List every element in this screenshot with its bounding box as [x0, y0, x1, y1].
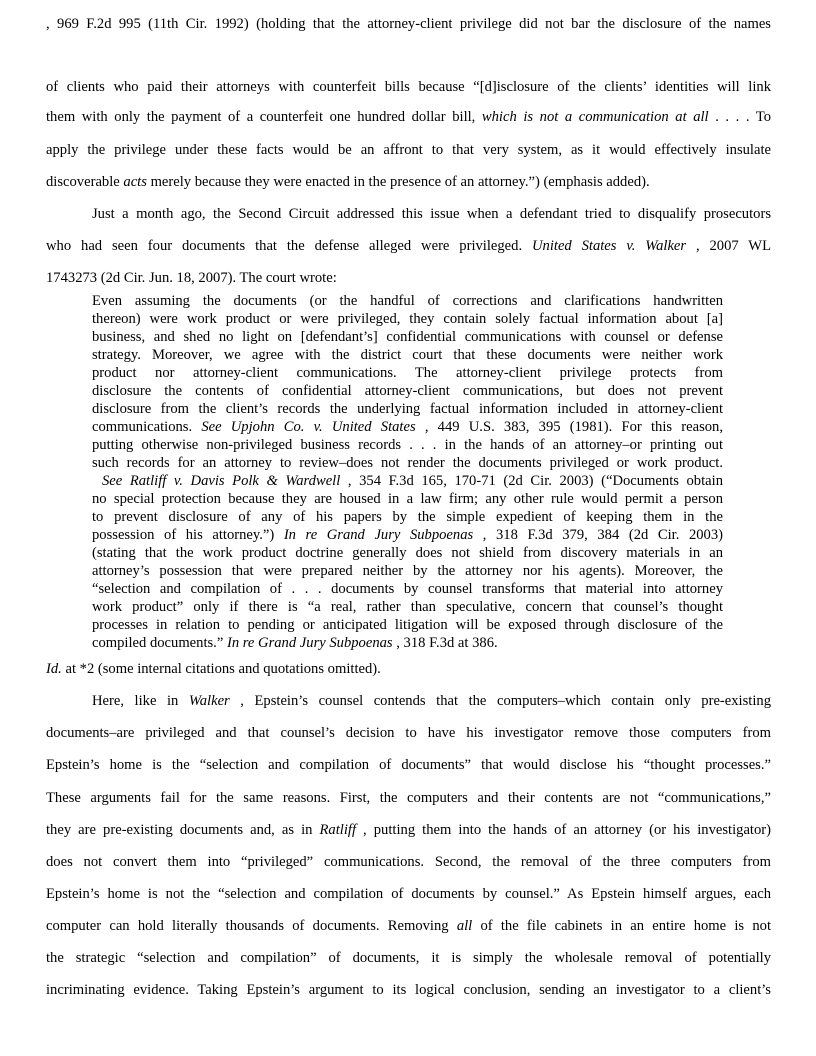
text-run: (stating that the work product doctrine generally does not shield from discovery materials in an: [92, 545, 723, 561]
quote-line: [92, 418, 723, 436]
paragraph-3-line-1: [46, 691, 771, 711]
case-citation: See Ratliff v. Davis Polk & Wardwell: [102, 473, 341, 489]
paragraph-3-line-4: [46, 788, 771, 808]
quote-line: [92, 454, 723, 472]
case-citation: United States v. Walker: [532, 238, 687, 254]
quote-line: [92, 634, 723, 652]
text-run: of the file cabinets in an entire home is not: [472, 918, 771, 934]
text-run: strategy. Moreover, we agree with the district court that these documents were neither work: [92, 347, 723, 363]
text-run: they are pre-existing documents and, as in: [46, 822, 320, 838]
text-run: of clients who paid their attorneys with counterfeit bills because “[d]isclosure of the clients’ identities will link: [46, 79, 771, 95]
paragraph-1-line-4: [46, 140, 771, 160]
text-run: to prevent disclosure of any of his papers by the simple expedient of keeping them in the: [92, 509, 723, 525]
text-run: These arguments fail for the same reasons. First, the computers and their contents are not “communications,”: [46, 790, 771, 806]
quote-line: [92, 292, 723, 310]
text-run: product nor attorney-client communications. The attorney-client privilege protects from: [92, 365, 723, 381]
paragraph-3-line-8: [46, 916, 771, 936]
text-run: , 2007 WL: [686, 238, 771, 254]
text-run: discoverable: [46, 174, 124, 190]
text-run: . . . . To: [708, 109, 772, 125]
quote-line: [92, 364, 723, 382]
text-run: , 969 F.2d 995 (11th Cir. 1992) (holding that the attorney-client privilege did not bar the disclosure of the names: [46, 16, 771, 32]
text-run: communications.: [92, 419, 202, 435]
quote-line: [92, 562, 723, 580]
text-run: Just a month ago, the Second Circuit addressed this issue when a defendant tried to disqualify prosecutors: [92, 206, 771, 222]
text-run: Epstein’s home is the “selection and compilation of documents” that would disclose his “thought processes.”: [46, 757, 771, 773]
text-run: business, and shed no light on [defendant’s] confidential communications with counsel or defense: [92, 329, 723, 345]
text-run: Even assuming the documents (or the handful of corrections and clarifications handwritten: [92, 293, 723, 309]
quote-line: [92, 490, 723, 508]
emphasis-text: acts: [123, 174, 147, 190]
text-run: Epstein’s home is not the “selection and compilation of documents by counsel.” As Epstein himself argues, each: [46, 886, 771, 902]
paragraph-3-line-2: [46, 723, 771, 743]
text-run: possession of his attorney.”): [92, 527, 284, 543]
paragraph-3-line-9: [46, 948, 771, 968]
text-run: documents–are privileged and that counsel’s decision to have his investigator remove those computers from: [46, 725, 771, 741]
quote-line: [92, 526, 723, 544]
text-run: , Epstein’s counsel contends that the computers–which contain only pre-existing: [229, 693, 771, 709]
text-run: computer can hold literally thousands of documents. Removing: [46, 918, 457, 934]
text-run: disclosure the contents of confidential attorney-client communications, but does not prevent: [92, 383, 723, 399]
quote-line: [92, 310, 723, 328]
text-run: merely because they were enacted in the presence of an attorney.”) (emphasis added).: [146, 174, 650, 190]
text-run: does not convert them into “privileged” communications. Second, the removal of the three computers from: [46, 854, 771, 870]
paragraph-3-line-10: [46, 980, 771, 1000]
text-run: , 354 F.3d 165, 170-71 (2d Cir. 2003) (“Documents obtain: [340, 473, 723, 489]
paragraph-3-line-5: [46, 820, 771, 840]
text-run: attorney’s possession that were prepared neither by the attorney nor his agents). Moreover, the: [92, 563, 723, 579]
quote-line: [92, 616, 723, 634]
text-run: disclosure from the client’s records the underlying factual information included in attorney-client: [92, 401, 723, 417]
case-citation: Walker: [188, 693, 230, 709]
paragraph-1-line-2: [46, 77, 771, 97]
text-run: compiled documents.”: [92, 635, 227, 651]
paragraph-2-line-2: [46, 236, 771, 256]
quote-line: [92, 580, 723, 598]
case-citation: See Upjohn Co. v. United States: [201, 419, 416, 435]
paragraph-1-line-5: [46, 172, 771, 192]
text-run: processes in relation to pending or anticipated litigation will be exposed through disclosure of the: [92, 617, 723, 633]
text-run: the strategic “selection and compilation” of documents, it is simply the wholesale removal of potentially: [46, 950, 771, 966]
quote-line: [92, 400, 723, 418]
text-run: , 318 F.3d 379, 384 (2d Cir. 2003): [473, 527, 723, 543]
text-run: such records for an attorney to review–does not render the documents privileged or work product.: [92, 455, 723, 471]
quote-line: [92, 544, 723, 562]
quote-line: [92, 328, 723, 346]
text-run: no special protection because they are housed in a law firm; any other rule would permit a person: [92, 491, 723, 507]
quote-line: [92, 598, 723, 616]
quote-line: [92, 472, 723, 490]
paragraph-2-line-3: [46, 268, 771, 288]
text-run: apply the privilege under these facts would be an affront to that very system, as it would effectively insulate: [46, 142, 771, 158]
paragraph-3-line-7: [46, 884, 771, 904]
quote-line: [92, 382, 723, 400]
text-run: thereon) were work product or were privileged, they contain solely factual information about [a]: [92, 311, 723, 327]
text-run: putting otherwise non-privileged business records . . . in the hands of an attorney–or printing out: [92, 437, 723, 453]
text-run: , putting them into the hands of an attorney (or his investigator): [356, 822, 772, 838]
text-run: them with only the payment of a counterfeit one hundred dollar bill,: [46, 109, 482, 125]
quote-line: [92, 508, 723, 526]
text-run: 1743273 (2d Cir. Jun. 18, 2007). The court wrote:: [46, 270, 337, 286]
case-citation: In re Grand Jury Subpoenas: [283, 527, 474, 543]
text-run: incriminating evidence. Taking Epstein’s argument to its logical conclusion, sending an investigator to a client’s: [46, 982, 771, 998]
paragraph-1-line-1: [46, 14, 771, 34]
case-citation: In re Grand Jury Subpoenas: [226, 635, 393, 651]
emphasis-text: all: [456, 918, 473, 934]
case-citation: Id.: [46, 661, 62, 677]
text-run: who had seen four documents that the defense alleged were privileged.: [46, 238, 532, 254]
quote-line: [92, 436, 723, 454]
text-run: , 449 U.S. 383, 395 (1981). For this reason,: [415, 419, 723, 435]
quote-line: [92, 346, 723, 364]
paragraph-3-line-3: [46, 755, 771, 775]
text-run: “selection and compilation of . . . documents by counsel transforms that material into attorney: [92, 581, 723, 597]
text-run: Here, like in: [92, 693, 189, 709]
paragraph-3-line-6: [46, 852, 771, 872]
emphasis-text: which is not a communication at all: [481, 109, 709, 125]
text-run: at *2 (some internal citations and quotations omitted).: [61, 661, 381, 677]
paragraph-1-line-3: [46, 107, 771, 127]
id-citation: [46, 659, 771, 679]
paragraph-2-line-1: [46, 204, 771, 224]
text-run: work product” only if there is “a real, rather than speculative, concern that counsel’s thought: [92, 599, 723, 615]
case-citation: Ratliff: [319, 822, 356, 838]
text-run: , 318 F.3d at 386.: [392, 635, 498, 651]
